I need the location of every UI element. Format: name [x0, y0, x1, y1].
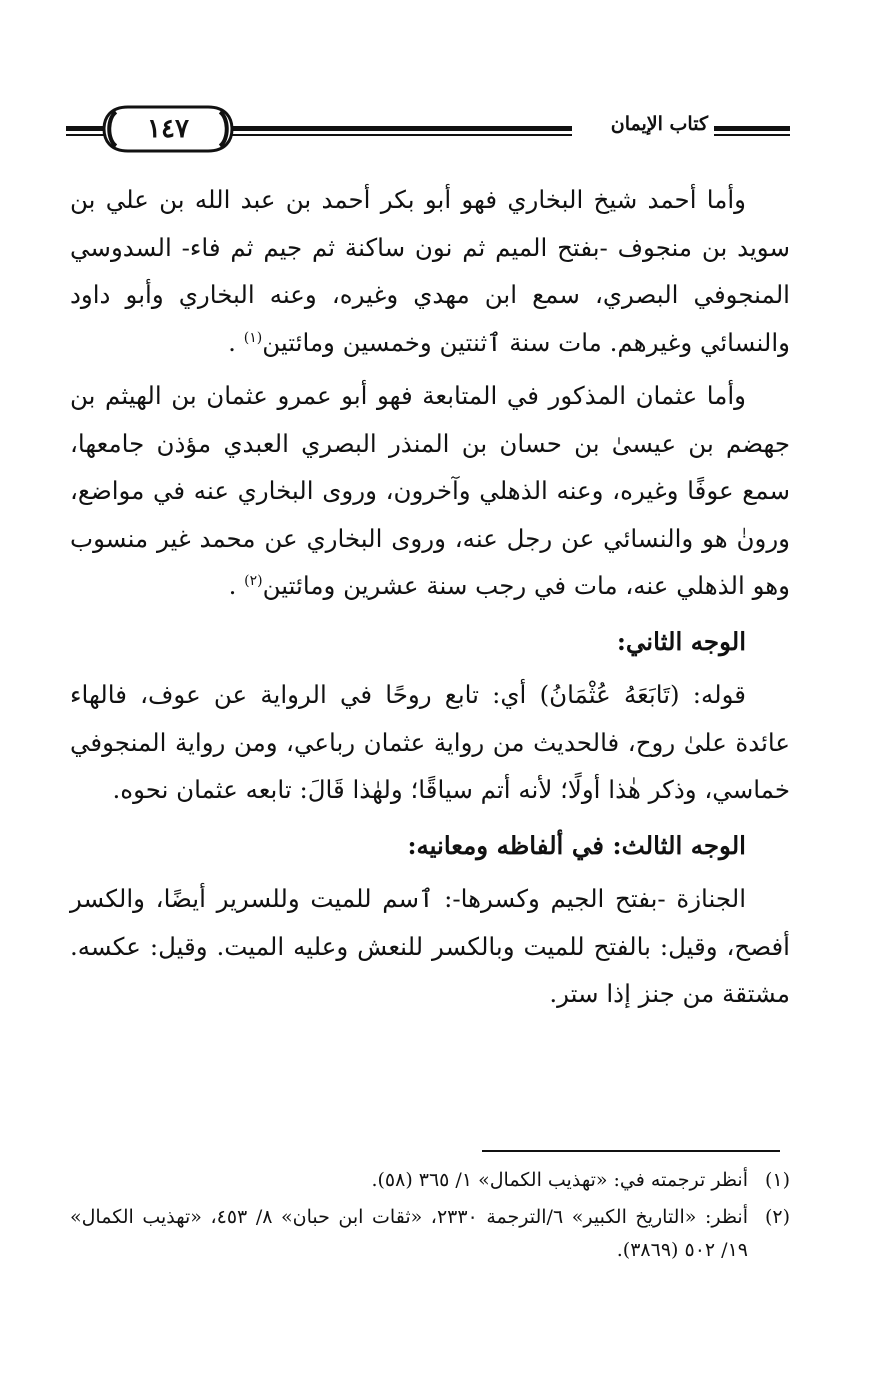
page-number: ١٤٧: [147, 114, 189, 144]
running-header: [66, 98, 790, 162]
paragraph-ahmad: [70, 176, 790, 366]
header-rule-middle: [215, 126, 572, 131]
header-rule-right: [714, 126, 790, 131]
paragraph-ahmad-end: .: [228, 327, 236, 357]
header-rule-right-thin: [714, 134, 790, 136]
section-heading-third: الوجه الثالث: في ألفاظه ومعانيه:: [407, 830, 746, 860]
book-title: كتاب الإيمان: [610, 113, 708, 135]
footnotes: [70, 1164, 790, 1267]
paragraph-tabaahu: قوله: (تَابَعَهُ عُثْمَانُ) أي: تابع روحًا في الرواية عن عوف، فالهاء عائدة علىٰ روح، فالحديث من رواية عثمان رباعي، ومن رواية المنجوفي خماسي، وذكر هٰذا أولًا؛ لأنه أتم سياقًا؛ ولهٰذا قَالَ: تابعه عثمان نحوه.: [70, 680, 790, 804]
paragraph-janazah: الجنازة -بفتح الجيم وكسرها-: ٱسم للميت وللسرير أيضًا، والكسر أفصح، وقيل: بالفتح للميت وبالكسر للنعش وعليه الميت. وقيل: عكسه. مشتقة من جنز إذا ستر.: [70, 884, 790, 1008]
header-rule-left-thin: [66, 134, 106, 136]
section-heading-second: الوجه الثاني:: [616, 626, 746, 656]
footnote-2: [70, 1201, 790, 1267]
footnote-ref-2: (٢): [244, 572, 263, 589]
footnote-1: [70, 1164, 790, 1197]
paragraph-uthman: [70, 372, 790, 610]
header-rule-middle-thin: [215, 134, 572, 136]
header-rule-left: [66, 126, 106, 131]
footnote-separator: [482, 1150, 780, 1152]
footnote-2-text: أنظر: «التاريخ الكبير» ٦/الترجمة ٢٣٣٠، «ثقات ابن حبان» ٨/ ٤٥٣، «تهذيب الكمال» ١٩/ ٥٠٢ (٣٨٦٩).: [70, 1206, 748, 1261]
paragraph-uthman-text: وأما عثمان المذكور في المتابعة فهو أبو عمرو عثمان بن الهيثم بن جهضم بن عيسىٰ بن حسان بن المنذر البصري العبدي مؤذن جامعها، سمع عوفًا وغيره، وعنه الذهلي وآخرون، وروى البخاري عنه في مواضع، ورونٰ هو والنسائي عن رجل عنه، وروى البخاري عن محمد غير منسوب وهو الذهلي عنه، مات في رجب سنة عشرين ومائتين: [70, 381, 790, 600]
main-text: [70, 176, 790, 1018]
footnote-1-number: (١): [764, 1169, 790, 1191]
paragraph-ahmad-text: وأما أحمد شيخ البخاري فهو أبو بكر أحمد بن عبد الله بن علي بن سويد بن منجوف -بفتح الميم ثم نون ساكنة ثم جيم ثم فاء- السدوسي المنجوفي البصري، سمع ابن مهدي وغيره، وعنه البخاري وأبو داود والنسائي وغيرهم. مات سنة ٱثنتين وخمسين ومائتين: [70, 185, 790, 357]
footnote-ref-1: (١): [243, 329, 263, 346]
footnote-2-number: (٢): [764, 1206, 790, 1228]
paragraph-uthman-end: .: [228, 571, 237, 600]
footnote-1-text: أنظر ترجمته في: «تهذيب الكمال» ١/ ٣٦٥ (٥٨).: [371, 1169, 748, 1191]
